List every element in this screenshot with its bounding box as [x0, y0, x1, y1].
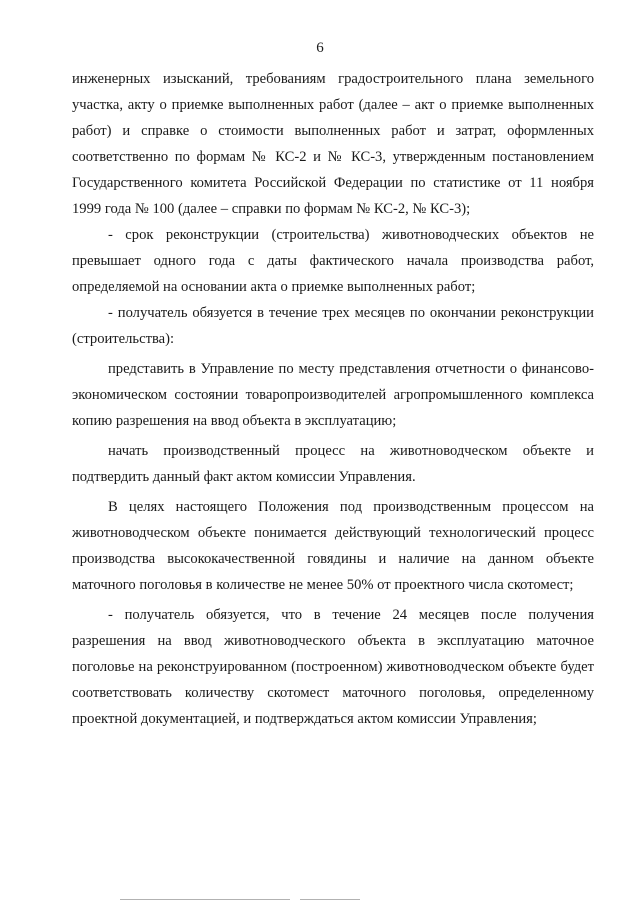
- paragraph-4: представить в Управление по месту представления отчетности о финансово-экономическом состоянии товаропроизводителей агропромышленного комплекса копию разрешения на ввод объекта в эксплуатацию;: [72, 361, 594, 429]
- scan-artifact-bottom: [120, 899, 290, 900]
- page-number: 6: [316, 40, 324, 56]
- paragraph-2: - срок реконструкции (строительства) животноводческих объектов не превышает одного года с даты фактического начала производства работ, определяемой на основании акта о приемке выполненных работ;: [72, 227, 594, 295]
- paragraph-5: начать производственный процесс на животноводческом объекте и подтвердить данный факт актом комиссии Управления.: [72, 443, 594, 485]
- scan-artifact-bottom-right: [300, 899, 360, 900]
- paragraph-1: инженерных изысканий, требованиям градостроительного плана земельного участка, акту о приемке выполненных работ (далее – акт о приемке выполненных работ) и справке о стоимости выполненных работ и затрат, оформленных соответственно по формам № КС-2 и № КС-3, утвержденным постановлением Государственного комитета Российской Федерации по статистике от 11 ноября 1999 года № 100 (далее – справки по формам № КС-2, № КС-3);: [72, 71, 594, 217]
- document-body: [72, 66, 594, 732]
- paragraph-7: - получатель обязуется, что в течение 24 месяцев после получения разрешения на ввод животноводческого объекта в эксплуатацию маточное поголовье на реконструированном (построенном) животноводческом объекте будет соответствовать количеству скотомест маточного поголовья, определенному проектной документацией, и подтверждаться актом комиссии Управления;: [72, 607, 594, 727]
- paragraph-3: - получатель обязуется в течение трех месяцев по окончании реконструкции (строительства):: [72, 305, 594, 347]
- paragraph-6: В целях настоящего Положения под производственным процессом на животноводческом объекте понимается действующий технологический процесс производства высококачественной говядины и наличие на данном объекте маточного поголовья в количестве не менее 50% от проектного числа скотомест;: [72, 499, 594, 593]
